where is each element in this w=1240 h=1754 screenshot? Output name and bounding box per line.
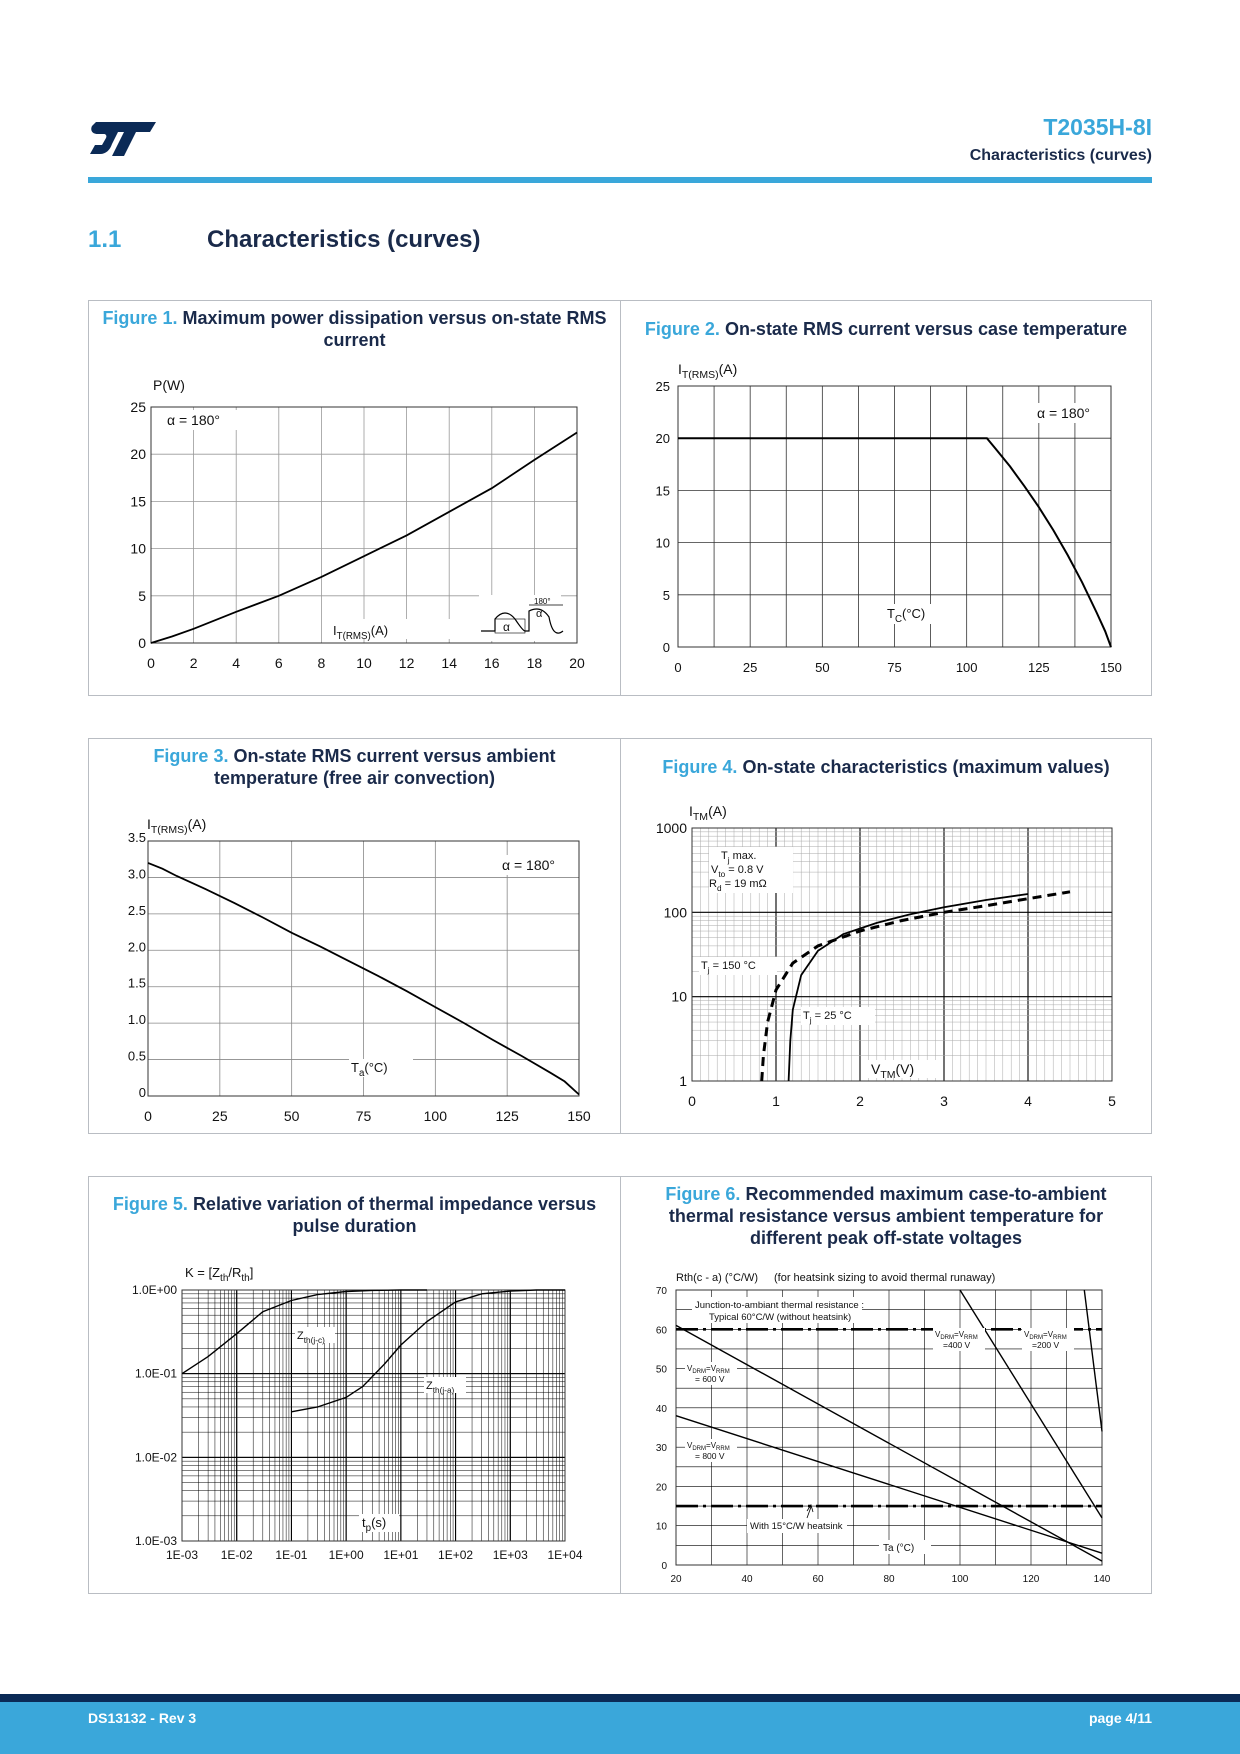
y-tick-label: 10 (671, 988, 687, 1005)
y-tick-label: 15 (655, 483, 670, 499)
y-tick-label: 3.5 (127, 830, 146, 845)
figure-5-title: Relative variation of thermal impedance versus pulse duration (192, 1194, 597, 1236)
y-tick-label: 1 (679, 1073, 687, 1089)
y-tick-label: 0 (661, 1561, 667, 1572)
x-axis-label: $V_{TM}(V)$ (871, 1061, 915, 1081)
y-tick-label: 1.0E-03 (134, 1534, 177, 1548)
y-tick-label: 20 (655, 431, 670, 447)
y-axis-label: P(W) (153, 377, 185, 393)
series-label-voltage-value: =200 V (1032, 1340, 1060, 1350)
chart-note: (for heatsink sizing to avoid thermal runaway) (774, 1272, 996, 1284)
series-label-voltage-value: = 800 V (695, 1451, 725, 1461)
x-tick-label: 1E+01 (383, 1548, 419, 1562)
series-label-zth-ja: $Z_{th(j-a)}$ (426, 1380, 455, 1395)
y-tick-label: 10 (130, 540, 146, 557)
y-tick-label: 0.5 (127, 1048, 146, 1064)
y-axis-label: $I_{T(RMS)}(A)$ (678, 361, 738, 381)
x-tick-label: 0 (144, 1108, 152, 1124)
figure-6-title: Recommended maximum case-to-ambient thermal resistance versus ambient temperature for different peak off-state voltages (668, 1184, 1107, 1248)
x-tick-label: 4 (1024, 1093, 1032, 1109)
section-title: Characteristics (curves) (207, 226, 481, 253)
x-tick-label: 1E-01 (275, 1548, 308, 1562)
x-tick-label: 125 (1027, 660, 1050, 675)
series-label-voltage-value: = 600 V (695, 1374, 725, 1384)
y-tick-label: 1.0E-01 (134, 1366, 177, 1381)
y-tick-label: 5 (662, 587, 670, 603)
series-label-voltage: $V_{DRM}=V_{RRM}$ (687, 1364, 730, 1375)
param-tj-max: $T_j$ max. (721, 850, 757, 865)
x-tick-label: 120 (1022, 1574, 1040, 1585)
figure-4-panel (620, 738, 1152, 1134)
y-tick-label: 25 (655, 379, 670, 394)
y-tick-label: 1.0E+00 (131, 1283, 177, 1297)
y-tick-label: 10 (655, 1521, 667, 1533)
x-tick-label: 1E+04 (547, 1548, 583, 1562)
ref-label-60-line1: Junction-to-ambiant thermal resistance : (695, 1300, 864, 1311)
y-tick-label: 1.0E-02 (134, 1450, 177, 1465)
figure-2-title: On-state RMS current versus case temperature (724, 319, 1128, 339)
x-tick-label: 20 (569, 655, 585, 671)
x-tick-label: 20 (670, 1574, 682, 1585)
section-number: 1.1 (88, 226, 122, 253)
figure-3-title: On-state RMS current versus ambient temperature (free air convection) (213, 746, 556, 788)
x-tick-label: 100 (955, 660, 978, 675)
y-tick-label: 1000 (655, 820, 687, 836)
figure-1-title: Maximum power dissipation versus on-state RMS current (182, 308, 607, 350)
x-tick-label: 50 (283, 1108, 300, 1124)
y-tick-label: 2.5 (127, 902, 146, 918)
figure-6-chart (621, 1177, 1153, 1595)
series-label-voltage-value: =400 V (943, 1340, 971, 1350)
figure-3-number: Figure 3. (153, 746, 229, 766)
ref-label-60-line2: Typical 60°C/W (without heatsink) (709, 1312, 852, 1323)
figure-1-chart (89, 301, 622, 697)
x-tick-label: 5 (1108, 1093, 1116, 1109)
x-axis-label: $I_{T(RMS)}(A)$ (333, 623, 389, 642)
x-tick-label: 100 (951, 1574, 969, 1585)
x-tick-label: 25 (742, 660, 758, 675)
y-tick-label: 100 (663, 904, 687, 921)
y-tick-label: 3.0 (127, 866, 146, 882)
figure-2-panel (620, 300, 1152, 696)
x-tick-label: 1E+02 (438, 1548, 474, 1562)
y-tick-label: 1.5 (127, 975, 146, 991)
param-vto: $V_{to} = 0.8$ V (711, 864, 764, 879)
x-tick-label: 3 (940, 1093, 948, 1109)
data-line-tj-150 (762, 892, 1070, 1081)
y-tick-label: 0 (662, 640, 670, 655)
y-tick-label: 30 (655, 1443, 667, 1455)
x-tick-label: 12 (398, 655, 415, 671)
x-tick-label: 1 (772, 1093, 780, 1109)
x-tick-label: 1E-03 (165, 1548, 199, 1562)
series-label-zth-jc: $Z_{th(j-c)}$ (297, 1330, 325, 1345)
y-tick-label: 25 (130, 399, 146, 415)
figure-2-chart (621, 301, 1153, 697)
param-rd: $R_d = 19$ mΩ (709, 878, 767, 893)
figure-1-number: Figure 1. (102, 308, 178, 328)
annotation-alpha: α = 180° (167, 412, 221, 428)
series-label-voltage: $V_{DRM}=V_{RRM}$ (1024, 1330, 1067, 1341)
series-label-voltage: $V_{DRM}=V_{RRM}$ (935, 1330, 978, 1341)
figure-4-number: Figure 4. (662, 757, 738, 777)
figure-1-panel (88, 300, 621, 696)
x-tick-label: 80 (883, 1574, 895, 1585)
figure-5-chart (89, 1177, 622, 1595)
y-tick-label: 60 (655, 1325, 667, 1337)
x-tick-label: 16 (484, 655, 500, 671)
x-tick-label: 1E+03 (492, 1548, 528, 1562)
x-tick-label: 50 (815, 660, 830, 675)
x-tick-label: 25 (212, 1108, 228, 1124)
y-axis-label: $I_{T(RMS)}(A)$ (147, 816, 207, 836)
y-tick-label: 20 (655, 1482, 667, 1494)
figure-6-number: Figure 6. (665, 1184, 741, 1204)
figure-3-chart (89, 739, 622, 1135)
x-tick-label: 60 (812, 1574, 824, 1585)
y-tick-label: 1.0 (127, 1012, 146, 1028)
x-tick-label: 2 (856, 1093, 864, 1109)
y-tick-label: 10 (655, 535, 670, 551)
inset-angle-label: 180° (534, 597, 551, 606)
y-tick-label: 40 (655, 1403, 667, 1415)
y-tick-label: 15 (130, 493, 146, 510)
data-line-zth-ja (291, 1290, 565, 1412)
y-tick-label: 0 (138, 1085, 146, 1100)
y-axis-label: $K = [Z_{th}/R_{th}]$ (185, 1265, 254, 1284)
figure-3-panel (88, 738, 621, 1134)
figure-4-title: On-state characteristics (maximum values) (742, 757, 1110, 777)
x-tick-label: 10 (356, 655, 372, 671)
footer-rule (0, 1694, 1240, 1702)
x-tick-label: 6 (274, 655, 283, 671)
y-axis-label: Rth(c - a) (°C/W) (676, 1272, 759, 1284)
x-tick-label: 150 (1100, 660, 1122, 675)
document-subtitle: Characteristics (curves) (969, 147, 1152, 164)
y-tick-label: 2.0 (127, 939, 146, 955)
inset-alpha-bottom: α (503, 620, 510, 634)
y-tick-label: 5 (138, 587, 146, 604)
footer-page-number: page 4/11 (1088, 1710, 1152, 1726)
x-tick-label: 2 (189, 655, 198, 671)
y-tick-label: 70 (655, 1286, 667, 1297)
annotation-alpha: α = 180° (1037, 405, 1091, 421)
x-tick-label: 4 (232, 655, 241, 671)
series-label-tj-25: $T_j = 25$ °C (803, 1010, 852, 1025)
figure-6-panel (620, 1176, 1152, 1594)
x-tick-label: 14 (441, 655, 457, 671)
x-tick-label: 75 (887, 660, 902, 675)
inset-alpha-top: α (536, 608, 543, 620)
x-tick-label: 40 (741, 1574, 753, 1585)
x-tick-label: 0 (147, 655, 155, 671)
x-axis-label: $T_C(^\circ C)$ (887, 606, 926, 625)
x-tick-label: 125 (495, 1108, 519, 1124)
data-line-rth-0 (1084, 1290, 1102, 1431)
figure-2-number: Figure 2. (644, 319, 720, 339)
data-line-tj-25 (789, 894, 1028, 1081)
x-tick-label: 18 (526, 655, 543, 671)
x-axis-label: Ta (°C) (883, 1543, 915, 1554)
figure-4-chart (621, 739, 1153, 1135)
x-tick-label: 8 (317, 655, 326, 671)
st-logo-icon (88, 118, 158, 158)
document-title: T2035H-8I (1043, 114, 1152, 140)
x-tick-label: 150 (567, 1108, 591, 1124)
x-tick-label: 0 (674, 660, 682, 675)
x-tick-label: 100 (423, 1108, 448, 1124)
x-tick-label: 1E-02 (220, 1548, 253, 1562)
header-rule (88, 177, 1152, 183)
x-tick-label: 140 (1093, 1574, 1111, 1585)
y-tick-label: 0 (138, 635, 146, 651)
y-tick-label: 50 (655, 1364, 667, 1376)
series-label-tj-150: $T_j = 150$ °C (701, 960, 756, 975)
ref-label-15: With 15°C/W heatsink (750, 1521, 843, 1532)
footer-doc-ref: DS13132 - Rev 3 (88, 1710, 197, 1726)
x-tick-label: 75 (355, 1108, 372, 1124)
annotation-alpha: α = 180° (502, 857, 556, 873)
figure-5-number: Figure 5. (112, 1194, 188, 1214)
x-axis-label: $T_a(^\circ C)$ (351, 1060, 388, 1079)
y-tick-label: 20 (130, 446, 146, 463)
x-axis-label: $t_p(s)$ (362, 1515, 387, 1534)
x-tick-label: 0 (688, 1093, 696, 1109)
y-axis-label: $I_{TM}(A)$ (689, 803, 727, 823)
series-label-voltage: $V_{DRM}=V_{RRM}$ (687, 1441, 730, 1452)
x-tick-label: 1E+00 (328, 1548, 364, 1562)
figure-5-panel (88, 1176, 621, 1594)
